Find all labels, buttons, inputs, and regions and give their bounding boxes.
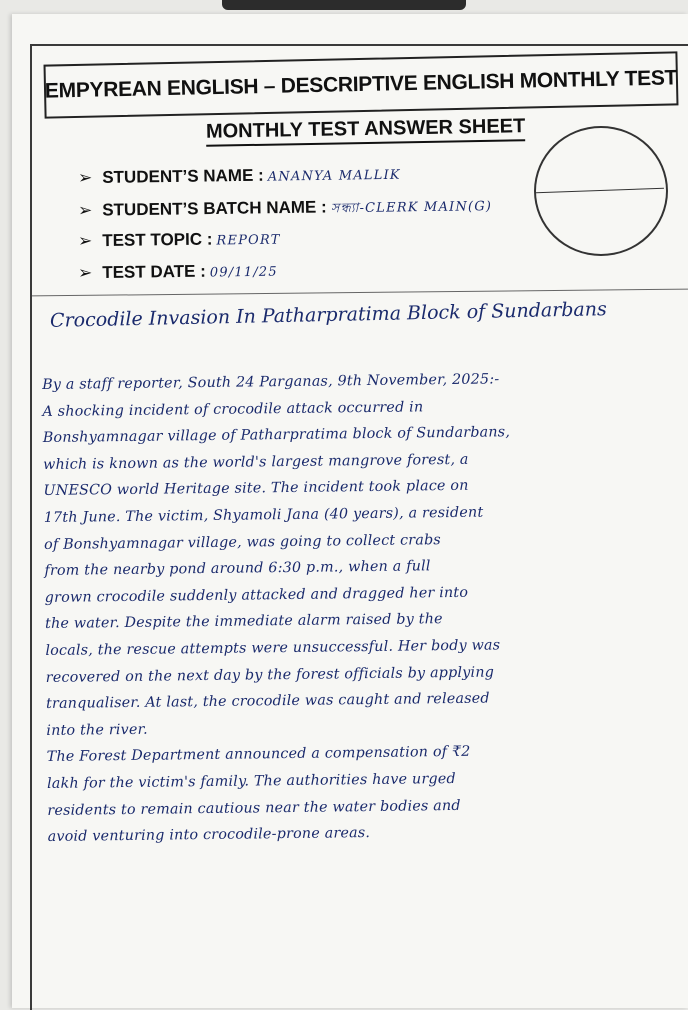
test-title: EMPYREAN ENGLISH – DESCRIPTIVE ENGLISH MONTHLY TEST xyxy=(44,66,678,103)
test-topic-field xyxy=(78,229,281,252)
field-label: TEST TOPIC : xyxy=(102,229,213,251)
arrow-bullet-icon: ➢ xyxy=(77,200,93,221)
arrow-bullet-icon: ➢ xyxy=(77,263,93,284)
report-line: avoid venturing into crocodile-prone areas. xyxy=(47,825,371,846)
report-title: Crocodile Invasion In Patharpratima Block of Sundarbans xyxy=(49,298,607,332)
report-line: locals, the rescue attempts were unsuccessful. Her body was xyxy=(45,637,501,659)
field-label: STUDENT’S BATCH NAME : xyxy=(102,197,327,220)
report-line: from the nearby pond around 6:30 p.m., when a full xyxy=(44,558,431,580)
report-line: recovered on the next day by the forest officials by applying xyxy=(45,664,495,686)
report-line: By a staff reporter, South 24 Parganas, 9th November, 2025:- xyxy=(42,371,500,393)
report-line: residents to remain cautious near the water bodies and xyxy=(47,797,461,819)
clipboard-clip xyxy=(222,0,466,10)
arrow-bullet-icon: ➢ xyxy=(77,231,93,252)
arrow-bullet-icon: ➢ xyxy=(77,168,93,189)
report-line: UNESCO world Heritage site. The incident took place on xyxy=(43,478,469,500)
batch-name-value: সন্ধ্যা-CLERK MAIN(G) xyxy=(330,199,493,217)
report-body xyxy=(42,364,688,850)
report-line: tranqualiser. At last, the crocodile was caught and released xyxy=(45,690,490,713)
test-date-field xyxy=(78,261,278,284)
answer-sheet-heading: MONTHLY TEST ANSWER SHEET xyxy=(206,115,526,147)
report-line: lakh for the victim's family. The authorities have urged xyxy=(46,770,456,792)
report-line: The Forest Department announced a compensation of ₹2 xyxy=(46,744,471,766)
report-line: A shocking incident of crocodile attack occurred in xyxy=(42,398,424,420)
report-line: the water. Despite the immediate alarm raised by the xyxy=(44,611,443,633)
report-line: into the river. xyxy=(46,721,148,739)
report-line: Bonshyamnagar village of Patharpratima block of Sundarbans, xyxy=(42,424,511,447)
student-name-value: ANANYA MALLIK xyxy=(267,167,401,185)
report-line: of Bonshyamnagar village, was going to collect crabs xyxy=(44,531,442,553)
report-line: grown crocodile suddenly attacked and dragged her into xyxy=(44,584,469,606)
test-topic-value: REPORT xyxy=(216,232,281,249)
field-label: TEST DATE : xyxy=(102,261,206,283)
test-date-value: 09/11/25 xyxy=(209,264,278,281)
report-line: 17th June. The victim, Shyamoli Jana (40 years), a resident xyxy=(43,504,484,526)
report-line: which is known as the world's largest mangrove forest, a xyxy=(43,451,469,473)
field-label: STUDENT’S NAME : xyxy=(102,165,264,187)
